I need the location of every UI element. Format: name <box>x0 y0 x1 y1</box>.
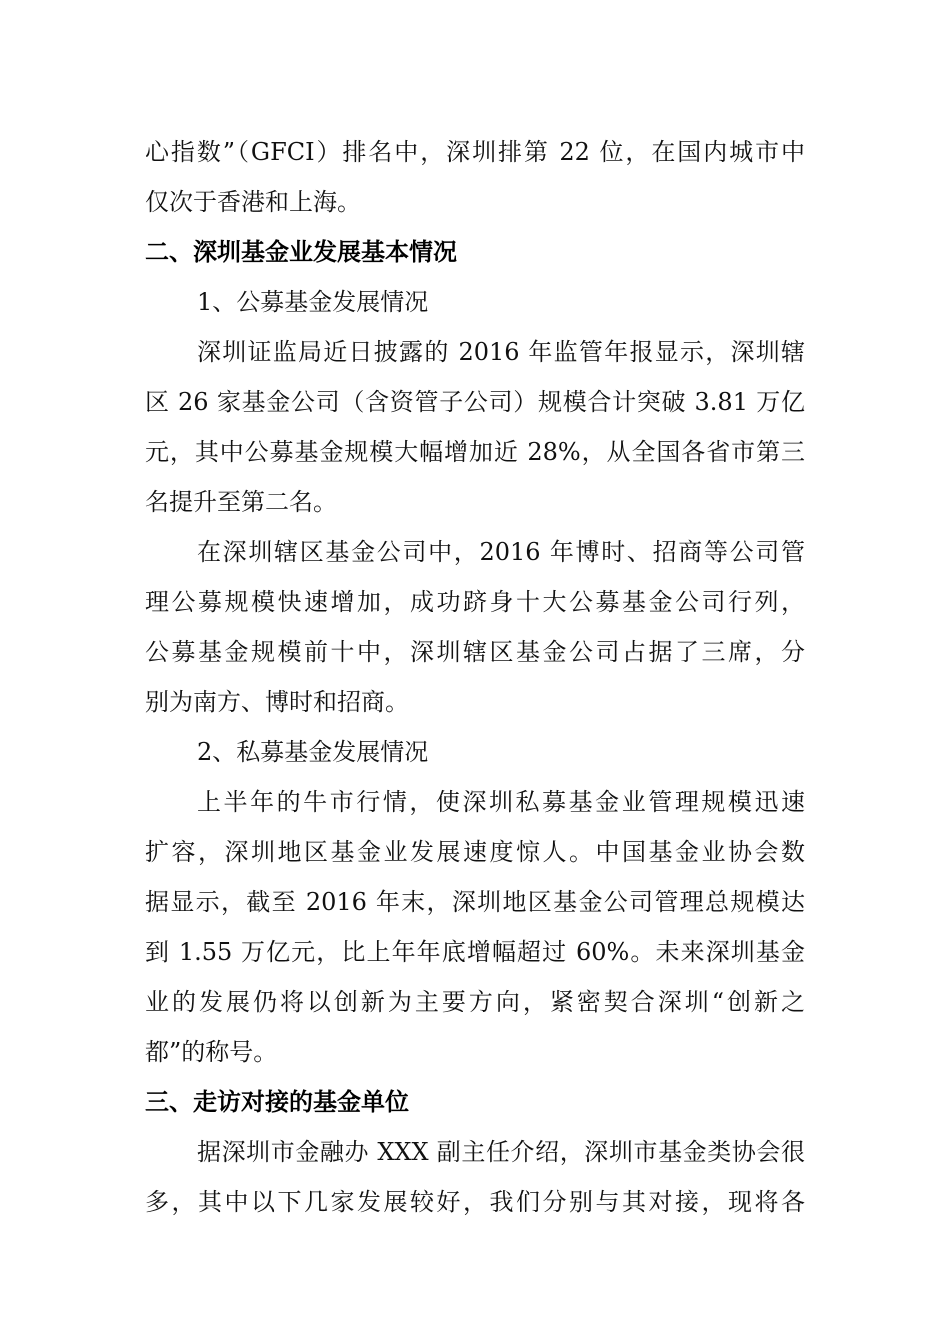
paragraph-line: 仅次于香港和上海。 <box>145 188 361 216</box>
section-heading: 二、深圳基金业发展基本情况 <box>145 238 457 266</box>
subsection-heading: 2、私募基金发展情况 <box>197 738 429 766</box>
section-heading: 三、走访对接的基金单位 <box>145 1088 409 1116</box>
paragraph-line: 到 1.55 万亿元，比上年年底增幅超过 60%。未来深圳基金 <box>145 938 805 966</box>
paragraph-line: 元，其中公募基金规模大幅增加近 28%，从全国各省市第三 <box>145 438 805 466</box>
paragraph-line: 心指数”（GFCI）排名中，深圳排第 22 位，在国内城市中 <box>145 138 805 166</box>
paragraph-line: 理公募规模快速增加，成功跻身十大公募基金公司行列， <box>145 588 805 616</box>
paragraph-line: 据深圳市金融办 XXX 副主任介绍，深圳市基金类协会很 <box>197 1138 805 1166</box>
paragraph-line: 在深圳辖区基金公司中，2016 年博时、招商等公司管 <box>197 538 805 566</box>
paragraph-line: 名提升至第二名。 <box>145 488 337 516</box>
paragraph-line: 都”的称号。 <box>145 1038 278 1066</box>
paragraph-line: 多，其中以下几家发展较好，我们分别与其对接，现将各 <box>145 1188 805 1216</box>
paragraph-line: 别为南方、博时和招商。 <box>145 688 409 716</box>
subsection-heading: 1、公募基金发展情况 <box>197 288 429 316</box>
paragraph-line: 深圳证监局近日披露的 2016 年监管年报显示，深圳辖 <box>197 338 805 366</box>
paragraph-line: 区 26 家基金公司（含资管子公司）规模合计突破 3.81 万亿 <box>145 388 805 416</box>
paragraph-line: 业的发展仍将以创新为主要方向，紧密契合深圳“创新之 <box>145 988 805 1016</box>
paragraph-line: 据显示，截至 2016 年末，深圳地区基金公司管理总规模达 <box>145 888 805 916</box>
paragraph-line: 公募基金规模前十中，深圳辖区基金公司占据了三席，分 <box>145 638 805 666</box>
paragraph-line: 上半年的牛市行情，使深圳私募基金业管理规模迅速 <box>197 788 805 816</box>
paragraph-line: 扩容，深圳地区基金业发展速度惊人。中国基金业协会数 <box>145 838 805 866</box>
